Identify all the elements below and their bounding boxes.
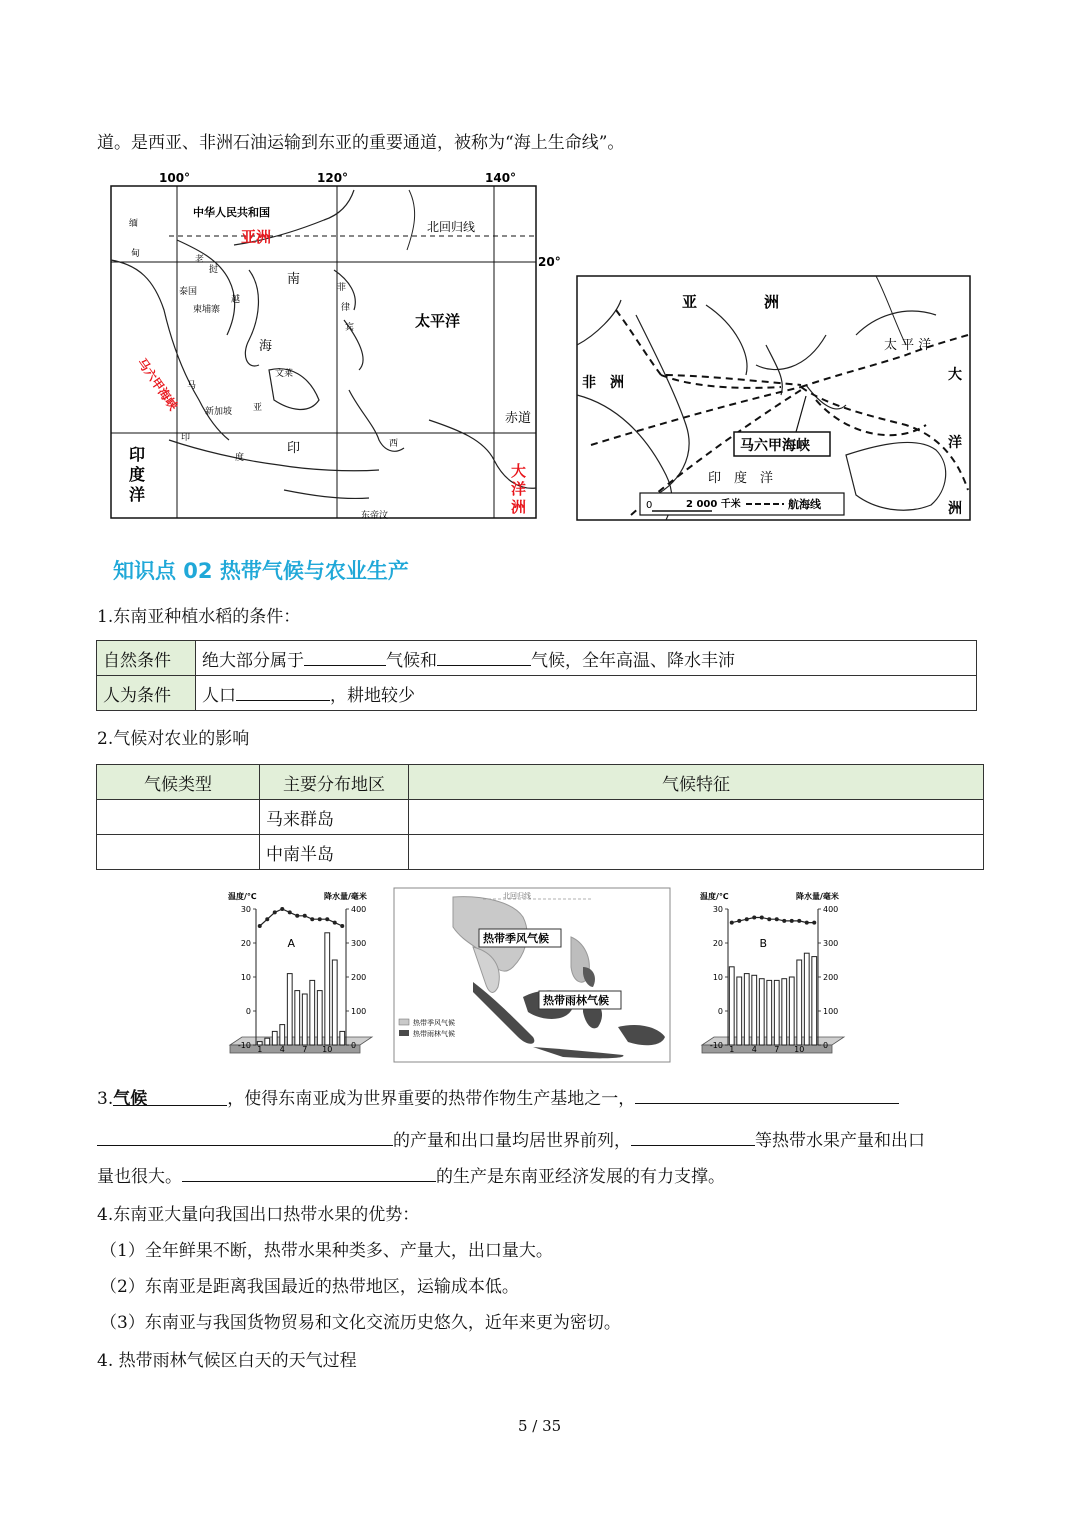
x-tick-label: 1: [729, 1045, 735, 1054]
label-singapore: 新加坡: [205, 407, 233, 417]
y-right-label: 降水量/毫米: [324, 892, 367, 901]
tick-label-left: 20: [712, 939, 723, 948]
precip-bar: [340, 1031, 345, 1045]
header-cell: 主要分布地区: [260, 765, 409, 800]
climate-map-rainforest: 热带雨林气候: [543, 994, 609, 1007]
precip-bar: [804, 953, 809, 1045]
precip-bar: [744, 974, 749, 1045]
temperature-point: [340, 924, 344, 928]
table-cell[interactable]: [409, 835, 984, 870]
map2-oceania-1: 大: [948, 367, 962, 383]
indian-ocean-1: 印: [129, 445, 146, 464]
temperature-point: [333, 921, 337, 925]
tick-label-right: 300: [823, 939, 839, 948]
climate-table: [96, 764, 984, 870]
temperature-point: [318, 917, 322, 921]
table-cell[interactable]: [409, 800, 984, 835]
table-cell: 中南半岛: [260, 835, 409, 870]
equator-label: 赤道: [505, 411, 532, 426]
section-title: 知识点 02 热带气候与农业生产: [113, 559, 409, 583]
y-right-label: 降水量/毫米: [796, 892, 839, 901]
map2-route: 航海线: [788, 498, 821, 511]
blank-field[interactable]: [182, 1163, 436, 1182]
map2-scale-km: 2 000 千米: [686, 499, 741, 510]
table-cell: 马来群岛: [260, 800, 409, 835]
precip-bar: [797, 960, 802, 1045]
temperature-point: [258, 924, 262, 928]
temperature-point: [303, 914, 307, 918]
temperature-point: [280, 907, 284, 911]
temperature-point: [265, 917, 269, 921]
precip-bar: [332, 960, 337, 1045]
legend-rainforest: 热带雨林气候: [413, 1030, 455, 1038]
tick-label-right: 100: [823, 1007, 839, 1016]
label-wo: 挝: [209, 265, 219, 275]
china-label: 中华人民共和国: [193, 206, 270, 219]
blank-field[interactable]: [631, 1127, 755, 1146]
temperature-line: [732, 918, 815, 923]
label-yin: 印: [181, 433, 191, 443]
label-ma: 马: [187, 381, 197, 391]
temperature-point: [273, 910, 277, 914]
x-tick-label: 4: [751, 1045, 757, 1054]
lat-20: 20°: [538, 255, 561, 269]
southeast-asia-map: [109, 170, 561, 522]
blank-field[interactable]: [97, 1127, 393, 1146]
temperature-point: [760, 916, 764, 920]
page-number: 5 / 35: [518, 1417, 562, 1435]
precip-bar: [767, 980, 772, 1045]
row-label: 自然条件: [97, 641, 196, 676]
indonesia-char1: 印: [287, 441, 301, 456]
tick-label-right: 200: [823, 973, 839, 982]
x-tick-label: 1: [257, 1045, 263, 1054]
temperature-point: [797, 919, 801, 923]
indian-ocean-3: 洋: [129, 485, 146, 504]
q4-item: （2）东南亚是距离我国最近的热带地区，运输成本低。: [100, 1277, 519, 1297]
chart-title: A: [287, 937, 296, 950]
asia-label: 亚洲: [241, 228, 272, 246]
precip-bar: [729, 967, 734, 1045]
label-ya: 亚: [253, 403, 263, 413]
precip-bar: [789, 977, 794, 1045]
label-cambodia: 柬埔寨: [193, 305, 221, 315]
tick-label-right: 400: [823, 905, 839, 914]
climate-map-monsoon: 热带季风气候: [483, 932, 549, 945]
table-cell[interactable]: [97, 835, 260, 870]
intro-text: 道。是西亚、非洲石油运输到东亚的重要通道，被称为“海上生命线”。: [97, 133, 625, 153]
rice-conditions-table: [96, 640, 977, 711]
temperature-point: [790, 919, 794, 923]
y-left-label: 温度/℃: [700, 892, 729, 901]
oceania-3: 洲: [511, 498, 527, 516]
row-content: 人口 ，耕地较少: [196, 676, 977, 711]
label-dian: 甸: [131, 249, 141, 259]
tick-label-right: 400: [351, 905, 367, 914]
legend-monsoon: 热带季风气候: [413, 1019, 455, 1027]
climate-chart-b: [698, 887, 854, 1063]
q4-item: （1）全年鲜果不断，热带水果种类多、产量大，出口量大。: [100, 1241, 553, 1261]
map2-asia1: 亚: [682, 293, 698, 311]
blank-field[interactable]: [304, 647, 386, 666]
q3-line2: 的产量和出口量均居世界前列， 等热带水果产量和出口: [97, 1127, 925, 1153]
label-yue: 越: [231, 295, 241, 305]
q4-title: 4.东南亚大量向我国出口热带水果的优势：: [97, 1205, 420, 1225]
tick-label-left: 10: [240, 973, 251, 982]
temperature-point: [775, 917, 779, 921]
x-tick-label: 10: [794, 1045, 805, 1054]
row-label: 人为条件: [97, 676, 196, 711]
label-brunei: 文莱: [275, 369, 294, 379]
table-row: [97, 641, 977, 676]
temperature-point: [805, 921, 809, 925]
map2-strait: 马六甲海峡: [740, 438, 810, 454]
strait-label: 马六甲海峡: [134, 355, 181, 413]
table-cell[interactable]: [97, 800, 260, 835]
oceania-1: 大: [511, 462, 527, 480]
precip-bar: [325, 933, 330, 1045]
pacific-label: 太平洋: [415, 312, 461, 330]
precip-bar: [295, 991, 300, 1045]
precip-bar: [287, 974, 292, 1045]
temperature-point: [745, 917, 749, 921]
tick-label-left: 30: [240, 905, 251, 914]
temperature-point: [288, 910, 292, 914]
label-du: 度: [235, 453, 245, 463]
lon-140: 140°: [485, 171, 517, 185]
blank-field[interactable]: [635, 1085, 899, 1104]
label-lv: 律: [341, 303, 351, 313]
indian-ocean-2: 度: [129, 465, 146, 484]
tick-label-left: -10: [237, 1041, 251, 1050]
oceania-2: 洋: [511, 480, 527, 498]
map2-oceania-3: 洲: [948, 501, 962, 517]
temperature-point: [730, 921, 734, 925]
label-bin: 宾: [345, 323, 355, 333]
table-row: [97, 835, 984, 870]
q3-line1: 3.气候 ，使得东南亚成为世界重要的热带作物生产基地之一，: [97, 1085, 899, 1111]
temperature-point: [295, 914, 299, 918]
label-thailand: 泰国: [179, 287, 198, 297]
map2-asia2: 洲: [764, 293, 780, 311]
tick-label-left: -10: [709, 1041, 723, 1050]
tick-label-left: 0: [245, 1007, 251, 1016]
q5-text: 4. 热带雨林气候区白天的天气过程: [97, 1351, 357, 1371]
precip-bar: [782, 979, 787, 1045]
q2-text: 2.气候对农业的影响: [97, 729, 250, 749]
temperature-point: [737, 919, 741, 923]
q3-filled-blank[interactable]: 气候: [113, 1087, 227, 1106]
precip-bar: [280, 1025, 285, 1045]
temperature-line: [260, 909, 343, 926]
tick-label-left: 30: [712, 905, 723, 914]
south-sea-char1: 南: [287, 272, 301, 287]
table-row: [97, 800, 984, 835]
climate-map: [393, 887, 671, 1063]
row-content: 绝大部分属于 气候和 气候，全年高温、降水丰沛: [196, 641, 977, 676]
precip-bar: [752, 975, 757, 1045]
temperature-point: [752, 916, 756, 920]
x-tick-label: 7: [302, 1045, 308, 1054]
temperature-point: [325, 917, 329, 921]
map2-pacific: 太 平 洋: [884, 338, 932, 353]
q1-text: 1.东南亚种植水稻的条件：: [97, 607, 301, 627]
blank-field[interactable]: [236, 682, 330, 701]
shipping-route-map: [576, 275, 972, 522]
label-timor: 东帝汶: [361, 511, 389, 521]
tropic-label: 北回归线: [427, 220, 476, 234]
tick-label-left: 10: [712, 973, 723, 982]
precip-bar: [759, 979, 764, 1045]
y-left-label: 温度/℃: [228, 892, 257, 901]
table-row: [97, 676, 977, 711]
lon-120: 120°: [317, 171, 349, 185]
temperature-point: [782, 919, 786, 923]
tick-label-right: 0: [823, 1041, 829, 1050]
precip-bar: [310, 980, 315, 1045]
blank-field[interactable]: [437, 647, 531, 666]
chart-title: B: [759, 937, 768, 950]
tick-label-right: 300: [351, 939, 367, 948]
tick-label-right: 100: [351, 1007, 367, 1016]
precip-bar: [302, 994, 307, 1045]
map2-scale-0: 0: [646, 500, 653, 511]
map2-africa: 非 洲: [582, 375, 624, 391]
label-mian: 缅: [129, 219, 139, 229]
tick-label-right: 0: [351, 1041, 357, 1050]
precip-bar: [774, 980, 779, 1045]
precip-bar: [265, 1038, 270, 1045]
map2-indian: 印 度 洋: [708, 471, 774, 486]
tick-label-right: 200: [351, 973, 367, 982]
x-tick-label: 10: [322, 1045, 333, 1054]
temperature-point: [812, 921, 816, 925]
precip-bar: [812, 957, 817, 1045]
tick-label-left: 0: [717, 1007, 723, 1016]
lon-100: 100°: [159, 171, 191, 185]
south-sea-char2: 海: [259, 339, 273, 354]
temperature-point: [310, 917, 314, 921]
tick-label-left: 20: [240, 939, 251, 948]
precip-bar: [317, 991, 322, 1045]
x-tick-label: 4: [279, 1045, 285, 1054]
label-xi2: 西: [389, 439, 399, 449]
climate-chart-a: [226, 887, 382, 1063]
label-lao: 老: [195, 255, 205, 265]
precip-bar: [737, 977, 742, 1045]
map2-oceania-2: 洋: [948, 435, 962, 451]
x-tick-label: 7: [774, 1045, 780, 1054]
label-fei: 菲: [337, 283, 347, 293]
climate-map-tropic: 北回归线: [503, 892, 531, 900]
header-cell: 气候特征: [409, 765, 984, 800]
header-cell: 气候类型: [97, 765, 260, 800]
temperature-point: [767, 917, 771, 921]
q4-item: （3）东南亚与我国货物贸易和文化交流历史悠久，近年来更为密切。: [100, 1313, 621, 1333]
precip-bar: [272, 1031, 277, 1045]
q3-line3: 量也很大。 的生产是东南亚经济发展的有力支撑。: [97, 1163, 725, 1189]
